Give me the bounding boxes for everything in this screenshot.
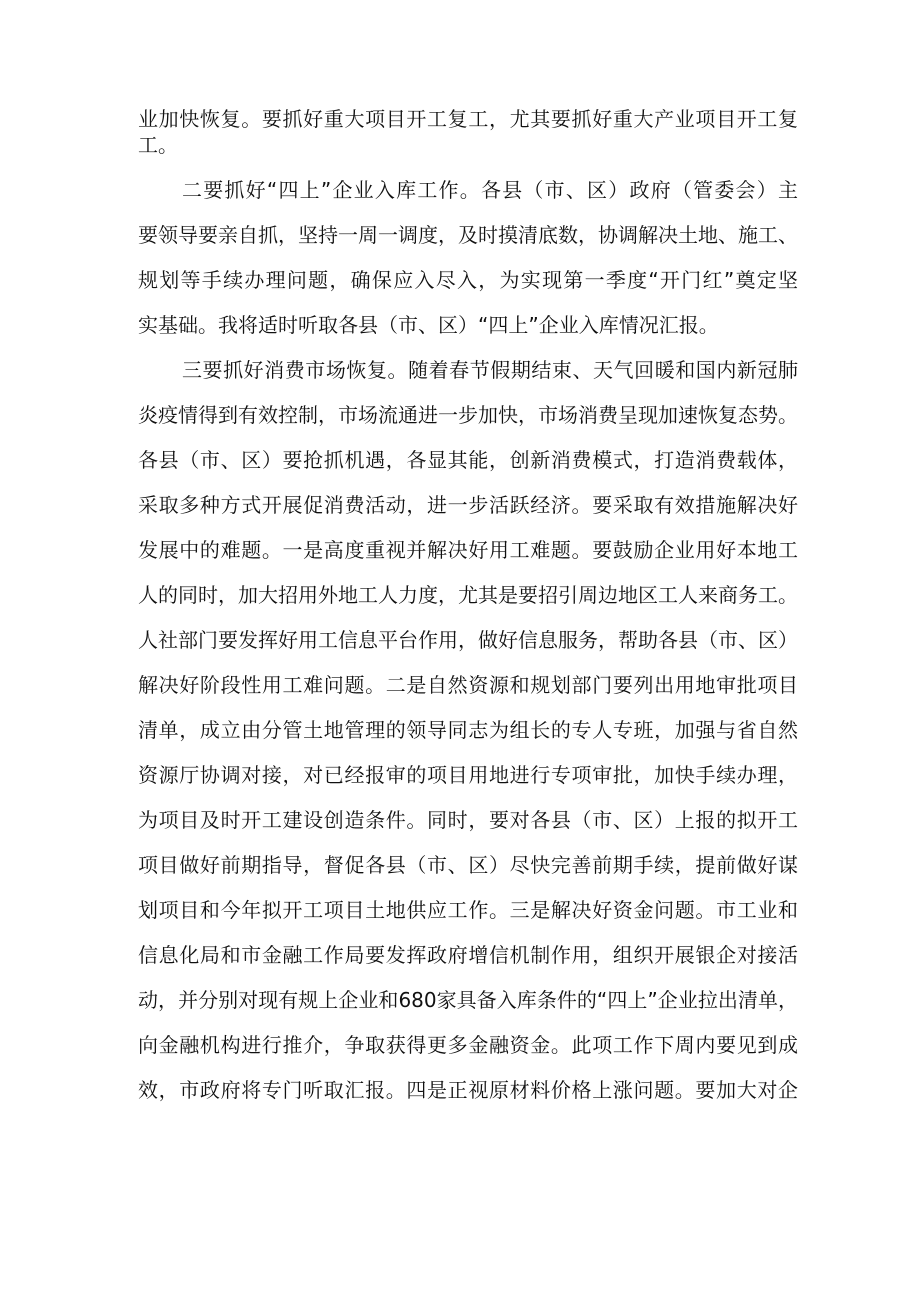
text-line: 各县（市、区）要抢抓机遇，各显其能，创新消费模式，打造消费载体， [138,448,798,472]
paragraph-start-line: 二要抓好“四上”企业入库工作。各县（市、区）政府（管委会）主 [182,178,798,202]
text-line: 采取多种方式开展促消费活动，进一步活跃经济。要采取有效措施解决好 [138,493,798,517]
text-line: 要领导要亲自抓，坚持一周一调度，及时摸清底数，协调解决土地、施工、 [138,223,798,247]
text-line: 效，市政府将专门听取汇报。四是正视原材料价格上涨问题。要加大对企 [138,1078,798,1102]
text-line: 发展中的难题。一是高度重视并解决好用工难题。要鼓励企业用好本地工 [138,538,798,562]
paragraph-start-line: 三要抓好消费市场恢复。随着春节假期结束、天气回暖和国内新冠肺 [182,358,798,382]
text-line: 资源厅协调对接，对已经报审的项目用地进行专项审批，加快手续办理， [138,763,798,787]
text-line: 为项目及时开工建设创造条件。同时，要对各县（市、区）上报的拟开工 [138,808,798,832]
text-line: 实基础。我将适时听取各县（市、区）“四上”企业入库情况汇报。 [138,313,719,337]
text-line: 业加快恢复。要抓好重大项目开工复工，尤其要抓好重大产业项目开工复 [138,107,798,131]
text-line: 信息化局和市金融工作局要发挥政府增信机制作用，组织开展银企对接活 [138,943,798,967]
text-line: 炎疫情得到有效控制，市场流通进一步加快，市场消费呈现加速恢复态势。 [138,403,798,427]
text-line: 向金融机构进行推介，争取获得更多金融资金。此项工作下周内要见到成 [138,1033,798,1057]
text-line: 解决好阶段性用工难问题。二是自然资源和规划部门要列出用地审批项目 [138,673,798,697]
text-line: 人的同时，加大招用外地工人力度，尤其是要招引周边地区工人来商务工。 [138,583,798,607]
text-line: 规划等手续办理问题，确保应入尽入，为实现第一季度“开门红”奠定坚 [138,268,798,292]
text-line: 清单，成立由分管土地管理的领导同志为组长的专人专班，加强与省自然 [138,718,798,742]
text-line: 工。 [138,133,178,157]
text-line: 人社部门要发挥好用工信息平台作用，做好信息服务，帮助各县（市、区） [138,628,798,652]
text-line: 动，并分别对现有规上企业和680家具备入库条件的“四上”企业拉出清单， [138,988,798,1012]
text-line: 划项目和今年拟开工项目土地供应工作。三是解决好资金问题。市工业和 [138,898,798,922]
text-line: 项目做好前期指导，督促各县（市、区）尽快完善前期手续，提前做好谋 [138,853,798,877]
